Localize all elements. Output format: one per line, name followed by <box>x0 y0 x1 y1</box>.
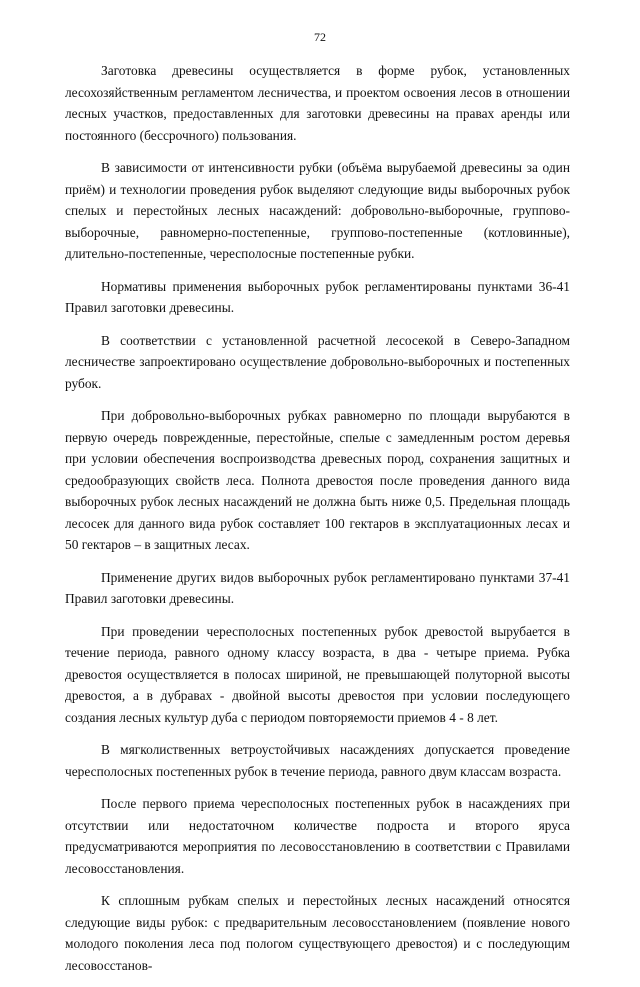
paragraph-logging-forms: Заготовка древесины осуществляется в форме рубок, установленных лесохозяйственным регламентом лесничества, и проектом освоения лесов в отношении лесных участков, предоставленных для заготовки древесины на правах аренды или постоянного (бессрочного) пользования. <box>65 63 570 143</box>
paragraph-voluntary-selective: При добровольно-выборочных рубках равномерно по площади вырубаются в первую очередь поврежденные, перестойные, спелые с замедленным ростом деревья при условии обеспечения воспроизводства древесных пород, сохранения защитных и средообразующих свойств леса. Полнота древостоя после проведения данного вида выборочных рубок лесных насаждений не должна быть ниже 0,5. Предельная площадь лесосек для данного вида рубок составляет 100 гектаров в эксплуатационных лесах и 50 гектаров – в защитных лесах. <box>65 408 570 552</box>
paragraph-selective-cut-types: В зависимости от интенсивности рубки (объёма вырубаемой древесины за один приём) и технологии проведения рубок выделяют следующие виды выборочных рубок спелых и перестойных лесных насаждений: добровольно-выборочные, группово-выборочные, равномерно-постепенные, группово-постепенные (котловинные), длительно-постепенные, чересполосные постепенные рубки. <box>65 160 570 261</box>
paragraph-softwood-stands: В мягколиственных ветроустойчивых насаждениях допускается проведение чересполосных постепенных рубок в течение периода, равного двум классам возраста. <box>65 742 570 779</box>
paragraph-clear-cuts: К сплошным рубкам спелых и перестойных лесных насаждений относятся следующие виды рубок: с предварительным лесовосстановлением (появление нового молодого поколения леса под пологом существующего древостоя) и с последующим лесовосстанов- <box>65 893 570 973</box>
paragraph-selective-norms: Нормативы применения выборочных рубок регламентированы пунктами 36-41 Правил заготовки древесины. <box>65 278 570 315</box>
paragraph-other-selective: Применение других видов выборочных рубок регламентировано пунктами 37-41 Правил заготовки древесины. <box>65 569 570 606</box>
paragraph-after-first-stage: После первого приема чересполосных постепенных рубок в насаждениях при отсутствии или недостаточном количестве подроста и второго яруса предусматриваются мероприятия по лесовосстановлению в соответствии с Правилами лесовосстановления. <box>65 796 570 876</box>
body-text <box>65 60 570 987</box>
page-number: 72 <box>314 30 326 44</box>
paragraph-northwest-forestry: В соответствии с установленной расчетной лесосекой в Северо-Западном лесничестве запроектировано осуществление добровольно-выборочных и постепенных рубок. <box>65 332 570 391</box>
paragraph-strip-cuts: При проведении чересполосных постепенных рубок древостой вырубается в течение периода, равного одному классу возраста, в два - четыре приема. Рубка древостоя осуществляется в полосах шириной, не превышающей полуторной высоты древостоя, а в дубравах - двойной высоты древостоя при условии последующего создания лесных культур дуба с периодом повторяемости приемов 4 - 8 лет. <box>65 623 570 725</box>
